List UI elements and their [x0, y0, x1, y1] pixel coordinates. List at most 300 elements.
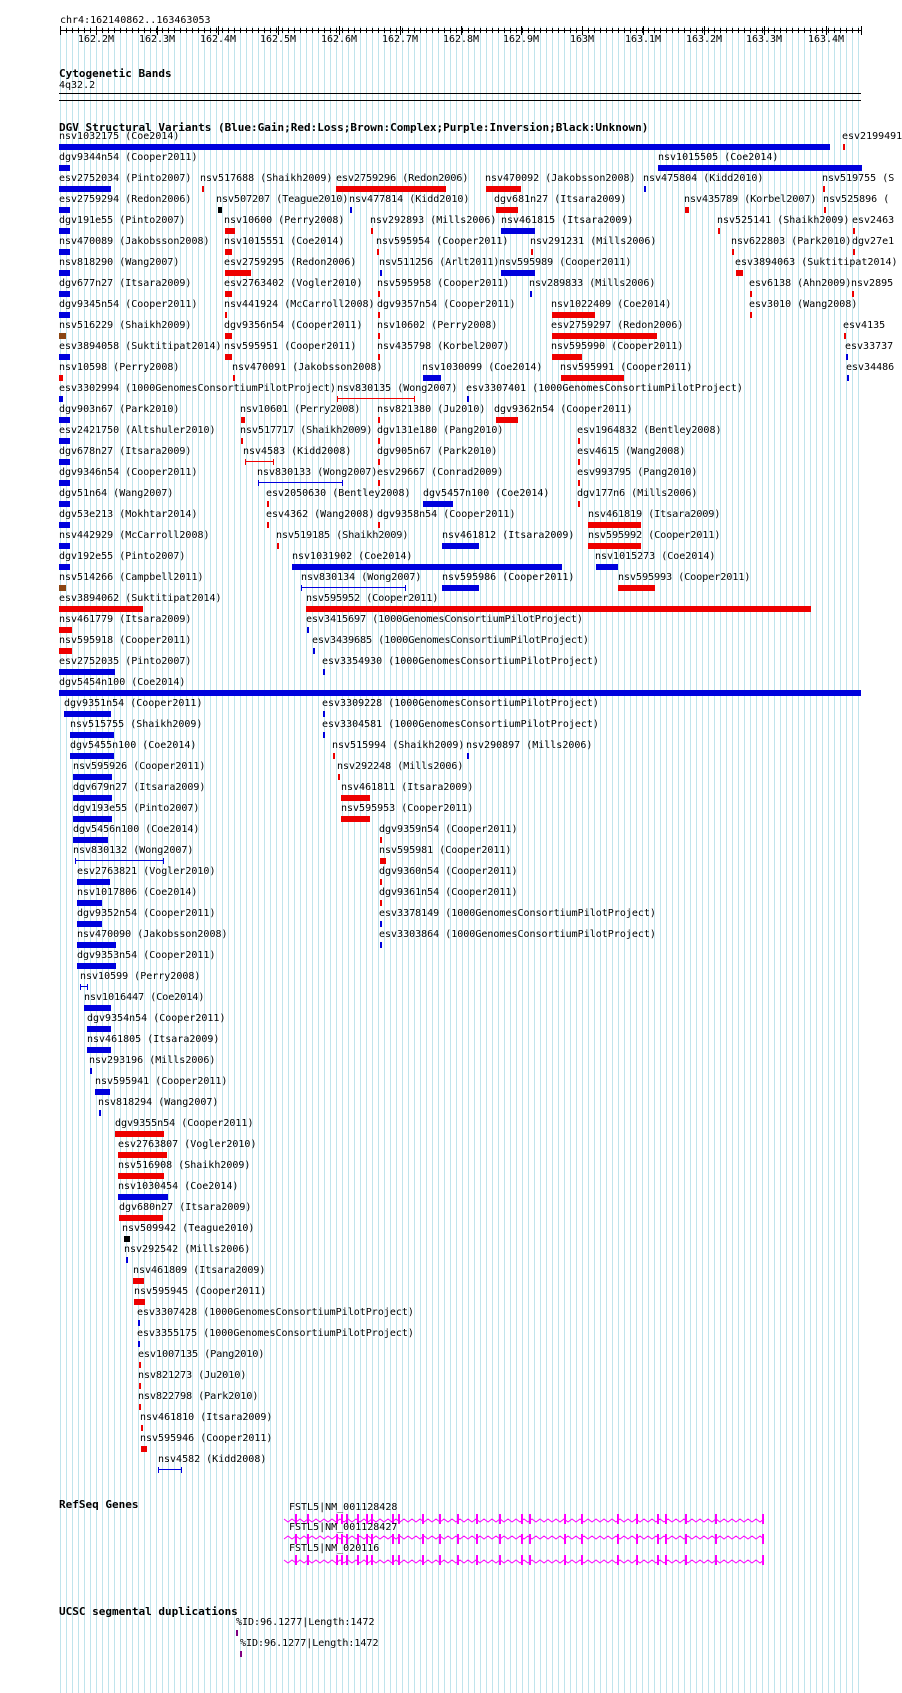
- variant-marker[interactable]: [578, 501, 580, 507]
- variant-label[interactable]: nsv461809 (Itsara2009): [133, 1265, 266, 1276]
- variant-label[interactable]: nsv1016447 (Coe2014): [84, 992, 205, 1003]
- variant-label[interactable]: nsv1030099 (Coe2014): [422, 362, 543, 373]
- variant-bar[interactable]: [87, 1047, 111, 1053]
- variant-label[interactable]: dgv9352n54 (Cooper2011): [77, 908, 216, 919]
- variant-label[interactable]: nsv1015505 (Coe2014): [658, 152, 779, 163]
- variant-marker[interactable]: [377, 249, 379, 255]
- variant-bar[interactable]: [133, 1278, 144, 1284]
- variant-label[interactable]: dgv9358n54 (Cooper2011): [377, 509, 516, 520]
- variant-label[interactable]: dgv9361n54 (Cooper2011): [379, 887, 518, 898]
- variant-label[interactable]: nsv818290 (Wang2007): [59, 257, 180, 268]
- variant-marker[interactable]: [823, 186, 825, 192]
- variant-bar[interactable]: [59, 438, 70, 444]
- variant-label[interactable]: nsv595918 (Cooper2011): [59, 635, 192, 646]
- variant-label[interactable]: dgv9351n54 (Cooper2011): [64, 698, 203, 709]
- variant-bar[interactable]: [59, 690, 861, 696]
- variant-bar[interactable]: [59, 291, 70, 297]
- variant-marker[interactable]: [124, 1236, 130, 1242]
- variant-label[interactable]: esv3302994 (1000GenomesConsortiumPilotProject): [59, 383, 336, 394]
- variant-label[interactable]: esv2759297 (Redon2006): [551, 320, 684, 331]
- variant-label[interactable]: esv3309228 (1000GenomesConsortiumPilotProject): [322, 698, 599, 709]
- variant-marker[interactable]: [313, 648, 315, 654]
- variant-marker[interactable]: [467, 753, 469, 759]
- variant-label[interactable]: nsv507207 (Teague2010): [216, 194, 349, 205]
- variant-label[interactable]: nsv477814 (Kidd2010): [349, 194, 470, 205]
- variant-bar[interactable]: [552, 312, 595, 318]
- variant-label[interactable]: nsv595945 (Cooper2011): [134, 1286, 267, 1297]
- variant-marker[interactable]: [750, 291, 752, 297]
- variant-label[interactable]: dgv905n67 (Park2010): [377, 446, 498, 457]
- variant-label[interactable]: nsv292542 (Mills2006): [124, 1244, 251, 1255]
- segdup-label[interactable]: %ID:96.1277|Length:1472: [240, 1638, 379, 1649]
- variant-bar[interactable]: [736, 270, 743, 276]
- variant-label[interactable]: nsv461819 (Itsara2009): [588, 509, 721, 520]
- variant-bar[interactable]: [552, 354, 582, 360]
- variant-label[interactable]: esv2759294 (Redon2006): [59, 194, 192, 205]
- variant-bar[interactable]: [59, 417, 70, 423]
- variant-marker[interactable]: [853, 249, 855, 255]
- variant-marker[interactable]: [323, 732, 325, 738]
- variant-label[interactable]: nsv289833 (Mills2006): [529, 278, 656, 289]
- variant-label[interactable]: nsv595954 (Cooper2011): [376, 236, 509, 247]
- variant-bar[interactable]: [336, 186, 446, 192]
- variant-label[interactable]: dgv9354n54 (Cooper2011): [87, 1013, 226, 1024]
- variant-marker[interactable]: [380, 270, 382, 276]
- variant-label[interactable]: nsv830133 (Wong2007): [257, 467, 378, 478]
- variant-bar[interactable]: [59, 186, 111, 192]
- variant-bar[interactable]: [561, 375, 624, 381]
- variant-bar[interactable]: [59, 669, 115, 675]
- variant-label[interactable]: nsv293196 (Mills2006): [89, 1055, 216, 1066]
- variant-label[interactable]: nsv517688 (Shaikh2009): [200, 173, 333, 184]
- variant-bar[interactable]: [73, 774, 112, 780]
- variant-label[interactable]: nsv516908 (Shaikh2009): [118, 1160, 251, 1171]
- variant-label[interactable]: nsv595926 (Cooper2011): [73, 761, 206, 772]
- variant-label[interactable]: esv34486: [846, 362, 895, 373]
- variant-bar[interactable]: [59, 501, 70, 507]
- variant-marker[interactable]: [380, 837, 382, 843]
- variant-label[interactable]: nsv595951 (Cooper2011): [224, 341, 357, 352]
- variant-label[interactable]: nsv517717 (Shaikh2009): [240, 425, 373, 436]
- variant-label[interactable]: nsv461815 (Itsara2009): [501, 215, 634, 226]
- variant-label[interactable]: dgv9345n54 (Cooper2011): [59, 299, 198, 310]
- section-title-cytogenetic-bands[interactable]: Cytogenetic Bands: [59, 67, 172, 80]
- gene-label[interactable]: FSTL5|NM_001128428: [289, 1502, 398, 1513]
- variant-label[interactable]: nsv519755 (S: [822, 173, 895, 184]
- variant-label[interactable]: dgv53e213 (Mokhtar2014): [59, 509, 198, 520]
- variant-marker[interactable]: [218, 207, 222, 213]
- variant-marker[interactable]: [202, 186, 204, 192]
- variant-label[interactable]: nsv818294 (Wang2007): [98, 1097, 219, 1108]
- variant-bar[interactable]: [341, 795, 370, 801]
- variant-bar[interactable]: [73, 816, 112, 822]
- variant-label[interactable]: esv3415697 (1000GenomesConsortiumPilotProject): [306, 614, 583, 625]
- variant-label[interactable]: esv993795 (Pang2010): [577, 467, 698, 478]
- variant-bar[interactable]: [118, 1194, 168, 1200]
- variant-label[interactable]: nsv509942 (Teague2010): [122, 1223, 255, 1234]
- segdup-marker[interactable]: [236, 1630, 238, 1636]
- variant-bar[interactable]: [225, 291, 232, 297]
- gene-model[interactable]: [0, 1533, 890, 1545]
- variant-bar[interactable]: [59, 354, 70, 360]
- variant-label[interactable]: nsv1030454 (Coe2014): [118, 1181, 239, 1192]
- variant-label[interactable]: nsv595989 (Cooper2011): [499, 257, 632, 268]
- variant-label[interactable]: nsv830132 (Wong2007): [73, 845, 194, 856]
- variant-marker[interactable]: [824, 207, 826, 213]
- variant-marker[interactable]: [277, 543, 279, 549]
- variant-marker[interactable]: [371, 228, 373, 234]
- variant-marker[interactable]: [378, 522, 380, 528]
- variant-bar[interactable]: [596, 564, 618, 570]
- variant-bar[interactable]: [141, 1446, 147, 1452]
- variant-label[interactable]: esv2050630 (Bentley2008): [266, 488, 411, 499]
- variant-label[interactable]: esv3303864 (1000GenomesConsortiumPilotProject): [379, 929, 656, 940]
- variant-label[interactable]: nsv595958 (Cooper2011): [377, 278, 510, 289]
- variant-marker[interactable]: [843, 144, 845, 150]
- variant-marker[interactable]: [338, 774, 340, 780]
- variant-label[interactable]: nsv461812 (Itsara2009): [442, 530, 575, 541]
- section-title-segmental-duplications[interactable]: UCSC segmental duplications: [59, 1605, 238, 1618]
- variant-bar[interactable]: [658, 165, 862, 171]
- variant-bar[interactable]: [84, 1005, 111, 1011]
- variant-bar[interactable]: [95, 1089, 110, 1095]
- variant-bar[interactable]: [341, 816, 370, 822]
- variant-marker[interactable]: [139, 1404, 141, 1410]
- variant-bar[interactable]: [77, 921, 102, 927]
- variant-label[interactable]: nsv461779 (Itsara2009): [59, 614, 192, 625]
- variant-bar[interactable]: [59, 207, 70, 213]
- variant-marker[interactable]: [225, 228, 235, 234]
- variant-label[interactable]: nsv10600 (Perry2008): [224, 215, 345, 226]
- variant-label[interactable]: esv4615 (Wang2008): [577, 446, 686, 457]
- variant-bar[interactable]: [118, 1173, 164, 1179]
- variant-bar[interactable]: [59, 480, 70, 486]
- variant-label[interactable]: nsv4583 (Kidd2008): [243, 446, 352, 457]
- variant-bar[interactable]: [59, 564, 70, 570]
- gene-label[interactable]: FSTL5|NM_001128427: [289, 1522, 398, 1533]
- variant-label[interactable]: nsv1031902 (Coe2014): [292, 551, 413, 562]
- variant-bar[interactable]: [59, 648, 72, 654]
- variant-label[interactable]: dgv27e1: [852, 236, 895, 247]
- variant-bar[interactable]: [423, 375, 441, 381]
- variant-marker[interactable]: [531, 249, 533, 255]
- variant-label[interactable]: dgv9355n54 (Cooper2011): [115, 1118, 254, 1129]
- variant-label[interactable]: nsv622803 (Park2010): [731, 236, 852, 247]
- variant-bar[interactable]: [59, 543, 70, 549]
- variant-bar[interactable]: [77, 963, 116, 969]
- variant-label[interactable]: dgv9362n54 (Cooper2011): [494, 404, 633, 415]
- variant-marker[interactable]: [323, 711, 325, 717]
- variant-label[interactable]: nsv595992 (Cooper2011): [588, 530, 721, 541]
- variant-marker[interactable]: [578, 459, 580, 465]
- variant-label[interactable]: dgv9356n54 (Cooper2011): [224, 320, 363, 331]
- variant-marker[interactable]: [644, 186, 646, 192]
- variant-label[interactable]: dgv9344n54 (Cooper2011): [59, 152, 198, 163]
- variant-label[interactable]: nsv515755 (Shaikh2009): [70, 719, 203, 730]
- variant-label[interactable]: nsv292893 (Mills2006): [370, 215, 497, 226]
- variant-bar[interactable]: [59, 585, 66, 591]
- variant-label[interactable]: nsv1017806 (Coe2014): [77, 887, 198, 898]
- variant-marker[interactable]: [138, 1341, 140, 1347]
- variant-marker[interactable]: [141, 1425, 143, 1431]
- variant-label[interactable]: nsv595946 (Cooper2011): [140, 1433, 273, 1444]
- variant-marker[interactable]: [99, 1110, 101, 1116]
- variant-label[interactable]: nsv595981 (Cooper2011): [379, 845, 512, 856]
- variant-bar[interactable]: [306, 606, 811, 612]
- variant-label[interactable]: nsv595993 (Cooper2011): [618, 572, 751, 583]
- gene-model[interactable]: [0, 1554, 890, 1566]
- variant-bar[interactable]: [618, 585, 655, 591]
- variant-label[interactable]: esv3304581 (1000GenomesConsortiumPilotProject): [322, 719, 599, 730]
- variant-marker[interactable]: [138, 1320, 140, 1326]
- variant-bar[interactable]: [423, 501, 453, 507]
- variant-label[interactable]: nsv525896 (: [823, 194, 890, 205]
- variant-marker[interactable]: [578, 438, 580, 444]
- variant-marker[interactable]: [378, 333, 380, 339]
- variant-bar[interactable]: [59, 144, 830, 150]
- variant-label[interactable]: nsv595941 (Cooper2011): [95, 1076, 228, 1087]
- variant-label[interactable]: nsv10601 (Perry2008): [240, 404, 361, 415]
- variant-label[interactable]: nsv10602 (Perry2008): [377, 320, 498, 331]
- variant-bar[interactable]: [496, 207, 518, 213]
- variant-marker[interactable]: [323, 669, 325, 675]
- variant-marker[interactable]: [380, 942, 382, 948]
- variant-label[interactable]: dgv679n27 (Itsara2009): [73, 782, 206, 793]
- section-title-dgv-variants[interactable]: DGV Structural Variants (Blue:Gain;Red:Loss;Brown:Complex;Purple:Inversion;Black:Unknown): [59, 121, 649, 134]
- variant-label[interactable]: dgv9353n54 (Cooper2011): [77, 950, 216, 961]
- variant-label[interactable]: nsv435798 (Korbel2007): [377, 341, 510, 352]
- variant-label[interactable]: nsv1022409 (Coe2014): [551, 299, 672, 310]
- variant-label[interactable]: nsv1015273 (Coe2014): [595, 551, 716, 562]
- variant-bar[interactable]: [225, 270, 251, 276]
- variant-label[interactable]: dgv9359n54 (Cooper2011): [379, 824, 518, 835]
- variant-marker[interactable]: [847, 375, 849, 381]
- variant-label[interactable]: nsv10599 (Perry2008): [80, 971, 201, 982]
- variant-label[interactable]: esv2752034 (Pinto2007): [59, 173, 192, 184]
- variant-marker[interactable]: [380, 921, 382, 927]
- variant-label[interactable]: esv33737: [845, 341, 894, 352]
- variant-label[interactable]: esv3439685 (1000GenomesConsortiumPilotProject): [312, 635, 589, 646]
- variant-marker[interactable]: [267, 501, 269, 507]
- variant-label[interactable]: esv2752035 (Pinto2007): [59, 656, 192, 667]
- variant-marker[interactable]: [732, 249, 734, 255]
- variant-label[interactable]: nsv1015551 (Coe2014): [224, 236, 345, 247]
- variant-bar[interactable]: [119, 1215, 163, 1221]
- variant-label[interactable]: dgv903n67 (Park2010): [59, 404, 180, 415]
- variant-bar[interactable]: [496, 417, 518, 423]
- variant-bar[interactable]: [442, 585, 479, 591]
- variant-bar[interactable]: [77, 900, 102, 906]
- variant-label[interactable]: esv1007135 (Pang2010): [138, 1349, 265, 1360]
- variant-bar[interactable]: [64, 711, 111, 717]
- variant-marker[interactable]: [241, 438, 243, 444]
- variant-label[interactable]: dgv51n64 (Wang2007): [59, 488, 174, 499]
- variant-marker[interactable]: [750, 312, 752, 318]
- variant-label[interactable]: dgv9360n54 (Cooper2011): [379, 866, 518, 877]
- variant-bar[interactable]: [442, 543, 479, 549]
- variant-label[interactable]: dgv192e55 (Pinto2007): [59, 551, 186, 562]
- variant-label[interactable]: esv2421750 (Altshuler2010): [59, 425, 216, 436]
- variant-label[interactable]: nsv595991 (Cooper2011): [560, 362, 693, 373]
- variant-label[interactable]: nsv290897 (Mills2006): [466, 740, 593, 751]
- variant-label[interactable]: nsv10598 (Perry2008): [59, 362, 180, 373]
- variant-label[interactable]: nsv435789 (Korbel2007): [684, 194, 817, 205]
- variant-label[interactable]: nsv595986 (Cooper2011): [442, 572, 575, 583]
- segdup-label[interactable]: %ID:96.1277|Length:1472: [236, 1617, 375, 1628]
- variant-marker[interactable]: [378, 480, 380, 486]
- variant-label[interactable]: nsv595952 (Cooper2011): [306, 593, 439, 604]
- variant-label[interactable]: esv3894063 (Suktitipat2014): [735, 257, 898, 268]
- variant-range[interactable]: [258, 482, 343, 483]
- variant-label[interactable]: nsv1032175 (Coe2014): [59, 131, 180, 142]
- variant-marker[interactable]: [846, 354, 848, 360]
- variant-label[interactable]: nsv441924 (McCarroll2008): [224, 299, 375, 310]
- variant-label[interactable]: esv2763402 (Vogler2010): [224, 278, 363, 289]
- variant-label[interactable]: esv3355175 (1000GenomesConsortiumPilotProject): [137, 1328, 414, 1339]
- variant-bar[interactable]: [59, 606, 143, 612]
- variant-marker[interactable]: [307, 627, 309, 633]
- variant-range[interactable]: [337, 398, 415, 399]
- variant-bar[interactable]: [134, 1299, 145, 1305]
- variant-marker[interactable]: [844, 333, 846, 339]
- variant-label[interactable]: nsv821273 (Ju2010): [138, 1370, 247, 1381]
- variant-bar[interactable]: [115, 1131, 164, 1137]
- variant-label[interactable]: dgv681n27 (Itsara2009): [494, 194, 627, 205]
- variant-marker[interactable]: [685, 207, 689, 213]
- variant-bar[interactable]: [588, 543, 641, 549]
- variant-label[interactable]: esv4362 (Wang2008): [266, 509, 375, 520]
- variant-label[interactable]: dgv5457n100 (Coe2014): [423, 488, 550, 499]
- variant-label[interactable]: dgv131e180 (Pang2010): [377, 425, 504, 436]
- variant-bar[interactable]: [59, 249, 70, 255]
- variant-marker[interactable]: [380, 879, 382, 885]
- variant-marker[interactable]: [467, 396, 469, 402]
- variant-marker[interactable]: [530, 291, 532, 297]
- variant-label[interactable]: nsv475804 (Kidd2010): [643, 173, 764, 184]
- variant-label[interactable]: dgv5456n100 (Coe2014): [73, 824, 200, 835]
- variant-marker[interactable]: [139, 1362, 141, 1368]
- variant-bar[interactable]: [59, 165, 70, 171]
- variant-bar[interactable]: [225, 354, 232, 360]
- variant-label[interactable]: esv3010 (Wang2008): [749, 299, 858, 310]
- variant-bar[interactable]: [70, 732, 114, 738]
- variant-label[interactable]: esv29667 (Conrad2009): [377, 467, 504, 478]
- variant-bar[interactable]: [70, 753, 114, 759]
- variant-bar[interactable]: [501, 270, 535, 276]
- section-title-refseq-genes[interactable]: RefSeq Genes: [59, 1498, 139, 1511]
- variant-bar[interactable]: [59, 522, 70, 528]
- variant-bar[interactable]: [59, 459, 70, 465]
- variant-range[interactable]: [158, 1469, 182, 1470]
- variant-label[interactable]: nsv470090 (Jakobsson2008): [77, 929, 228, 940]
- variant-marker[interactable]: [718, 228, 720, 234]
- variant-marker[interactable]: [378, 417, 380, 423]
- variant-bar[interactable]: [77, 942, 116, 948]
- variant-marker[interactable]: [378, 459, 380, 465]
- variant-marker[interactable]: [90, 1068, 92, 1074]
- variant-marker[interactable]: [126, 1257, 128, 1263]
- variant-label[interactable]: dgv9357n54 (Cooper2011): [377, 299, 516, 310]
- variant-label[interactable]: dgv5454n100 (Coe2014): [59, 677, 186, 688]
- variant-label[interactable]: nsv830135 (Wong2007): [337, 383, 458, 394]
- variant-bar[interactable]: [588, 522, 641, 528]
- variant-label[interactable]: dgv177n6 (Mills2006): [577, 488, 698, 499]
- gene-label[interactable]: FSTL5|NM_020116: [289, 1543, 380, 1554]
- variant-label[interactable]: dgv677n27 (Itsara2009): [59, 278, 192, 289]
- variant-label[interactable]: esv2759295 (Redon2006): [224, 257, 357, 268]
- variant-label[interactable]: esv3894058 (Suktitipat2014): [59, 341, 222, 352]
- variant-label[interactable]: esv3307428 (1000GenomesConsortiumPilotProject): [137, 1307, 414, 1318]
- variant-label[interactable]: dgv678n27 (Itsara2009): [59, 446, 192, 457]
- variant-label[interactable]: nsv595990 (Cooper2011): [551, 341, 684, 352]
- variant-label[interactable]: nsv470092 (Jakobsson2008): [485, 173, 636, 184]
- variant-label[interactable]: esv2763821 (Vogler2010): [77, 866, 216, 877]
- variant-label[interactable]: nsv470091 (Jakobsson2008): [232, 362, 383, 373]
- variant-bar[interactable]: [59, 228, 70, 234]
- variant-marker[interactable]: [380, 858, 386, 864]
- variant-marker[interactable]: [233, 375, 235, 381]
- variant-marker[interactable]: [378, 291, 380, 297]
- variant-range[interactable]: [75, 860, 164, 861]
- variant-range[interactable]: [301, 587, 406, 588]
- variant-marker[interactable]: [241, 417, 245, 423]
- variant-bar[interactable]: [486, 186, 521, 192]
- variant-label[interactable]: nsv514266 (Campbell2011): [59, 572, 204, 583]
- variant-marker[interactable]: [852, 291, 854, 297]
- variant-bar[interactable]: [77, 879, 110, 885]
- variant-marker[interactable]: [578, 480, 580, 486]
- variant-label[interactable]: esv2463: [852, 215, 895, 226]
- variant-label[interactable]: esv4135: [843, 320, 886, 331]
- variant-bar[interactable]: [87, 1026, 111, 1032]
- variant-marker[interactable]: [350, 207, 352, 213]
- variant-label[interactable]: nsv470089 (Jakobsson2008): [59, 236, 210, 247]
- variant-bar[interactable]: [552, 333, 657, 339]
- variant-bar[interactable]: [73, 837, 108, 843]
- variant-label[interactable]: nsv821380 (Ju2010): [377, 404, 486, 415]
- variant-label[interactable]: esv1964832 (Bentley2008): [577, 425, 722, 436]
- variant-marker[interactable]: [333, 753, 335, 759]
- variant-bar[interactable]: [59, 627, 72, 633]
- variant-label[interactable]: nsv291231 (Mills2006): [530, 236, 657, 247]
- variant-label[interactable]: esv3354930 (1000GenomesConsortiumPilotProject): [322, 656, 599, 667]
- variant-label[interactable]: dgv193e55 (Pinto2007): [73, 803, 200, 814]
- variant-range[interactable]: [245, 461, 274, 462]
- variant-bar[interactable]: [73, 795, 112, 801]
- variant-bar[interactable]: [225, 249, 232, 255]
- variant-marker[interactable]: [59, 375, 63, 381]
- variant-label[interactable]: nsv516229 (Shaikh2009): [59, 320, 192, 331]
- variant-label[interactable]: nsv442929 (McCarroll2008): [59, 530, 210, 541]
- variant-label[interactable]: esv2199491: [842, 131, 902, 142]
- variant-marker[interactable]: [378, 354, 380, 360]
- variant-bar[interactable]: [118, 1152, 167, 1158]
- variant-bar[interactable]: [59, 270, 70, 276]
- variant-label[interactable]: dgv191e55 (Pinto2007): [59, 215, 186, 226]
- variant-label[interactable]: esv2763807 (Vogler2010): [118, 1139, 257, 1150]
- variant-label[interactable]: nsv511256 (Arlt2011): [379, 257, 500, 268]
- variant-label[interactable]: nsv525141 (Shaikh2009): [717, 215, 850, 226]
- variant-label[interactable]: nsv2895: [851, 278, 894, 289]
- variant-bar[interactable]: [59, 312, 70, 318]
- variant-label[interactable]: nsv292248 (Mills2006): [337, 761, 464, 772]
- variant-marker[interactable]: [380, 900, 382, 906]
- variant-label[interactable]: esv2759296 (Redon2006): [336, 173, 469, 184]
- variant-label[interactable]: nsv515994 (Shaikh2009): [332, 740, 465, 751]
- variant-label[interactable]: nsv519185 (Shaikh2009): [276, 530, 409, 541]
- variant-bar[interactable]: [501, 228, 535, 234]
- variant-label[interactable]: nsv830134 (Wong2007): [301, 572, 422, 583]
